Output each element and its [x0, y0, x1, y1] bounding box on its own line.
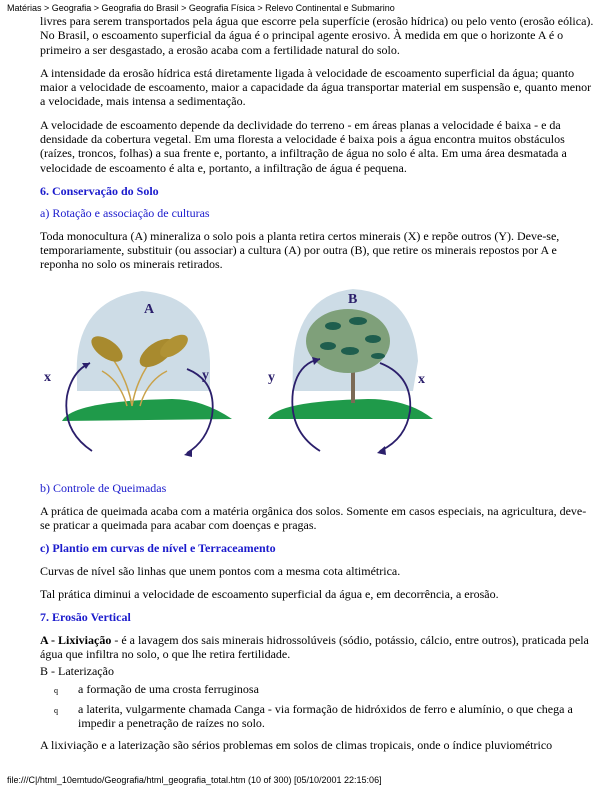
label-x: x [418, 372, 425, 388]
term-laterizacao: B - Laterização [40, 664, 114, 679]
paragraph: Toda monocultura (A) mineraliza o solo pois a planta retira certos minerais (X) e repõe outros (Y). Deve-se, temporariamente, substituir (ou associar) a cultura (A) por outra (B), que retire os minerais repostos por A e reponha no solo os minerais retirados. [40, 228, 560, 272]
paragraph-lixiviacao [40, 633, 595, 662]
paragraph: A intensidade da erosão hídrica está diretamente ligada à velocidade de escoamento superficial da água; quanto maior a velocidade de escoamento, maior a capacidade da água transportar material em suspensão e, quanto menor a velocidade, mais intensa a sedimentação. [40, 65, 592, 109]
list-item: q a formação de uma crosta ferruginosa [54, 682, 595, 696]
paragraph: A lixiviação e a laterização são sérios problemas em solos de climas tropicais, onde o índice pluviométrico [40, 738, 553, 753]
label-y: y [202, 368, 209, 384]
monoculture-illustration [32, 281, 232, 461]
paragraph: Tal prática diminui a velocidade de escoamento superficial da água e, em decorrência, a erosão. [40, 586, 499, 601]
paragraph: A prática de queimada acaba com a matéria orgânica dos solos. Somente em casos especiais, na agricultura, deve-se praticar a queimada para acabar com doenças e pragas. [40, 503, 587, 533]
bullet-icon: q [54, 705, 58, 715]
crop-rotation-figure [40, 281, 595, 471]
term-lixiviacao: A - Lixiviação [40, 632, 112, 647]
subheading-c: c) Plantio em curvas de nível e Terraceamento [40, 541, 276, 556]
subheading-b: b) Controle de Queimadas [40, 481, 167, 496]
definition-lixiviacao: - é a lavagem dos sais minerais hidrossolúveis (sódio, potássio, cálcio, entre outros), praticada pela água que infiltra no solo, o que lhe retira fertilidade. [40, 632, 589, 661]
subheading-a: a) Rotação e associação de culturas [40, 206, 210, 221]
label-a: A [144, 302, 155, 318]
label-b: B [348, 292, 358, 308]
paragraph: Curvas de nível são linhas que unem pontos com a mesma cota altimétrica. [40, 563, 401, 578]
section-heading-7: 7. Erosão Vertical [40, 610, 131, 625]
label-x: x [44, 370, 51, 386]
ground [62, 399, 232, 421]
rotation-illustration [248, 281, 448, 461]
document-content [40, 14, 595, 762]
paragraph: A velocidade de escoamento depende da declividade do terreno - em áreas planas a velocidade é baixa - e da densidade da cobertura vegetal. Em uma floresta a velocidade é baixa pois a água encontra muitos obstáculos (raízes, troncos, folhas) a sua frente e, portanto, a infiltração de água no solo é alta. Em uma área desmatada a velocidade de escoamento é alta e, portanto, a infiltração de água é pequena. [40, 117, 567, 175]
breadcrumb: Matérias > Geografia > Geografia do Brasil > Geografia Física > Relevo Continental e Submarino [7, 3, 395, 13]
section-heading-6: 6. Conservação do Solo [40, 183, 159, 198]
label-y: y [268, 370, 275, 386]
paragraph: livres para serem transportados pela água que escorre pela superfície (erosão hídrica) ou pelo vento (erosão eólica). No Brasil, o escoamento superficial da água é o principal agente erosivo. À medida em que o horizonte A é o primeiro a ser desgastado, a erosão acaba com a fertilidade natural do solo. [40, 14, 594, 57]
laterizacao-list [40, 682, 595, 730]
footer-file-path: file:///C|/html_10emtudo/Geografia/html_geografia_total.htm (10 of 300) [05/10/2001 22:15:06] [7, 775, 382, 785]
list-item: q a laterita, vulgarmente chamada Canga - via formação de hidróxidos de ferro e alumínio, o que chega a impedir a penetração de raízes no solo. [54, 701, 573, 731]
bullet-icon: q [54, 686, 58, 696]
